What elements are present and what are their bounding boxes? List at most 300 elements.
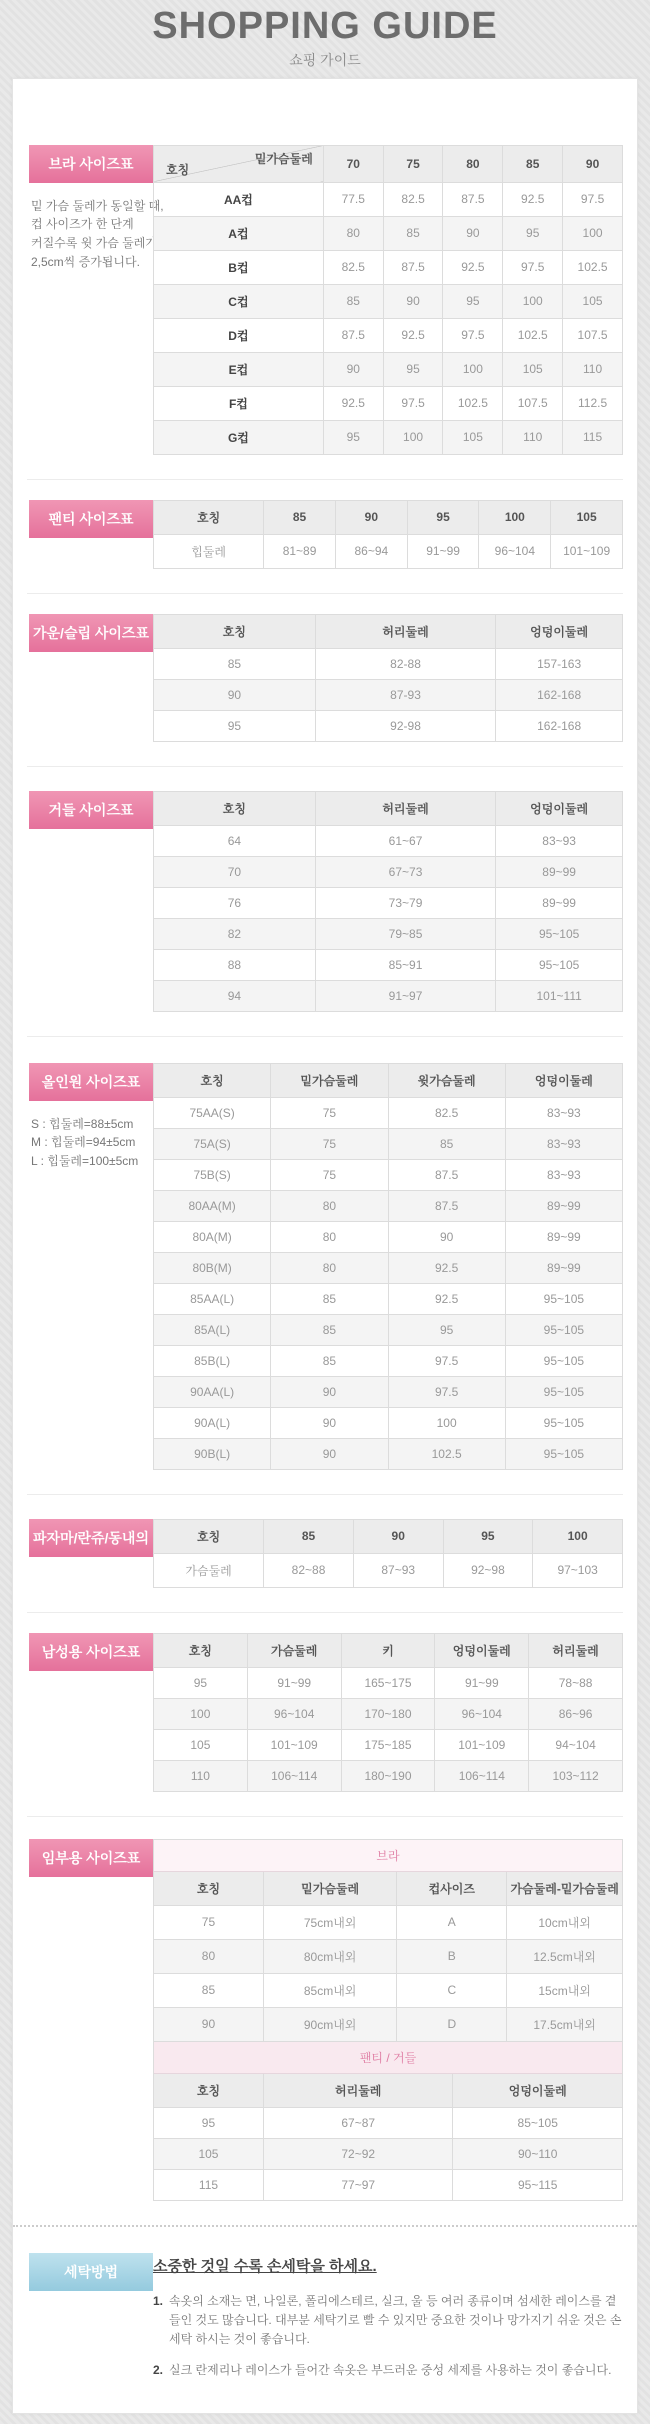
- table-cell: 102.5: [388, 1438, 505, 1469]
- table-cell: 82.5: [323, 250, 383, 284]
- table-cell: 100: [503, 284, 563, 318]
- table-cell: 101~109: [551, 534, 623, 568]
- table-cell: 89~99: [505, 1221, 622, 1252]
- table-row: [154, 318, 623, 352]
- table-row: [154, 1252, 623, 1283]
- table-cell: 75: [271, 1097, 388, 1128]
- bra-note-line: 커질수록 윗 가슴 둘레가: [31, 235, 157, 250]
- table-cell: 87.5: [383, 250, 443, 284]
- panty-size-table: [153, 500, 623, 569]
- table-row: [154, 2138, 622, 2169]
- gown-section-label: 가운/슬립 사이즈표: [29, 614, 153, 652]
- table-cell: 97.5: [563, 182, 623, 216]
- girdle-head-row: [154, 791, 623, 825]
- table-row: [154, 1128, 623, 1159]
- table-cell: 90: [388, 1221, 505, 1252]
- bra-section-label: 브라 사이즈표: [29, 145, 153, 183]
- bra-section-body: [153, 145, 623, 455]
- table-cell: 105: [563, 284, 623, 318]
- table-cell: 95: [388, 1314, 505, 1345]
- table-cell: 95~105: [496, 949, 623, 980]
- table-cell: 82-88: [315, 648, 496, 679]
- table-row: [154, 352, 623, 386]
- table-row: [154, 1438, 623, 1469]
- allinone-note-line: M : 힙둘레=94±5cm: [31, 1135, 136, 1150]
- washing-title: 소중한 것일 수록 손세탁을 하세요.: [153, 2257, 377, 2275]
- content-card: [12, 78, 638, 2414]
- gown-section-left: [29, 614, 153, 742]
- maternity-panty-head-row: [154, 2074, 622, 2108]
- gown-head-row: [154, 614, 623, 648]
- table-cell: C: [397, 1973, 507, 2007]
- table-cell: 80: [271, 1221, 388, 1252]
- column-header: 95: [443, 1519, 533, 1553]
- table-cell: B컵: [154, 250, 324, 284]
- table-cell: 95: [383, 352, 443, 386]
- table-cell: 95: [154, 1667, 248, 1698]
- men-size-table: [153, 1633, 623, 1792]
- table-row: [154, 1973, 622, 2007]
- table-cell: 90AA(L): [154, 1376, 271, 1407]
- table-cell: 90: [271, 1376, 388, 1407]
- bra-note-line: 밑 가슴 둘레가 동일할 때,: [31, 198, 164, 213]
- column-header: 허리둘레: [315, 791, 496, 825]
- table-cell: 90: [443, 216, 503, 250]
- maternity-bra-subtitle: 브라: [154, 1840, 622, 1872]
- table-row: [154, 856, 623, 887]
- table-cell: 95: [154, 2107, 263, 2138]
- table-cell: 87.5: [388, 1159, 505, 1190]
- table-row: [154, 1760, 623, 1791]
- column-header: 엉덩이둘레: [505, 1063, 622, 1097]
- table-cell: 80: [271, 1190, 388, 1221]
- table-cell: 75B(S): [154, 1159, 271, 1190]
- table-cell: 101~111: [496, 980, 623, 1011]
- table-cell: 83~93: [505, 1097, 622, 1128]
- column-header: 엉덩이둘레: [453, 2074, 622, 2108]
- table-cell: 95~105: [505, 1376, 622, 1407]
- table-row: [154, 420, 623, 454]
- maternity-section-left: [29, 1839, 153, 2201]
- table-row: [154, 1221, 623, 1252]
- allinone-head-row: [154, 1063, 623, 1097]
- table-cell: 82: [154, 918, 316, 949]
- table-cell: 90: [154, 2007, 263, 2041]
- page-title: SHOPPING GUIDE: [152, 5, 498, 47]
- panty-section-body: [153, 500, 623, 569]
- table-cell: 85: [154, 1973, 263, 2007]
- page-subtitle: 쇼핑 가이드: [289, 51, 361, 68]
- table-cell: 101~109: [247, 1729, 341, 1760]
- table-row: [154, 1314, 623, 1345]
- table-row: [154, 1729, 623, 1760]
- table-cell: 100: [563, 216, 623, 250]
- men-section-body: [153, 1633, 623, 1792]
- table-cell: 102.5: [443, 386, 503, 420]
- table-row: [154, 1905, 622, 1939]
- table-row: [154, 710, 623, 741]
- table-cell: F컵: [154, 386, 324, 420]
- table-cell: E컵: [154, 352, 324, 386]
- column-header: 90: [353, 1519, 443, 1553]
- men-section-label: 남성용 사이즈표: [29, 1633, 153, 1671]
- diagonal-header-cell: [154, 145, 324, 182]
- pajama-size-table: [153, 1519, 623, 1588]
- column-header: 90: [335, 500, 407, 534]
- table-cell: 97.5: [388, 1345, 505, 1376]
- table-row: [154, 1407, 623, 1438]
- bra-note-line: 2,5cm씩 증가됩니다.: [31, 254, 140, 269]
- table-cell: 75A(S): [154, 1128, 271, 1159]
- table-row: [154, 825, 623, 856]
- table-cell: 82.5: [388, 1097, 505, 1128]
- table-cell: 75AA(S): [154, 1097, 271, 1128]
- column-header: 호칭: [154, 1519, 264, 1553]
- washing-item: [153, 2361, 623, 2380]
- table-cell: 105: [503, 352, 563, 386]
- table-row: [154, 1159, 623, 1190]
- column-header: 80: [443, 145, 503, 182]
- table-row: [154, 1698, 623, 1729]
- column-header: 호칭: [154, 1063, 271, 1097]
- washing-section-body: [153, 2253, 623, 2393]
- column-header: 허리둘레: [529, 1633, 623, 1667]
- girdle-section-left: [29, 791, 153, 1012]
- washing-section-label: 세탁방법: [29, 2253, 153, 2291]
- table-cell: 85A(L): [154, 1314, 271, 1345]
- table-cell: 162-168: [496, 710, 623, 741]
- table-row: [154, 679, 623, 710]
- table-cell: 157-163: [496, 648, 623, 679]
- table-cell: 75: [271, 1128, 388, 1159]
- men-table-body: [154, 1667, 623, 1791]
- table-cell: 87.5: [323, 318, 383, 352]
- table-cell: 85cm내외: [263, 1973, 396, 2007]
- table-cell: 95~105: [505, 1283, 622, 1314]
- table-cell: 83~93: [505, 1159, 622, 1190]
- table-row: [154, 2169, 622, 2200]
- table-cell: 97.5: [383, 386, 443, 420]
- table-cell: 92-98: [315, 710, 496, 741]
- pajama-section-label: 파자마/란쥬/동내의: [29, 1519, 153, 1557]
- gown-table-body: [154, 648, 623, 741]
- column-header: 100: [533, 1519, 623, 1553]
- maternity-panty-table: [154, 2074, 622, 2200]
- allinone-section-body: [153, 1063, 623, 1470]
- column-header: 엉덩이둘레: [435, 1633, 529, 1667]
- column-header: 호칭: [154, 500, 264, 534]
- table-cell: 91~99: [435, 1667, 529, 1698]
- section-maternity-size: [13, 1817, 637, 2225]
- table-cell: 90: [271, 1407, 388, 1438]
- section-girdle-size: [13, 767, 637, 1036]
- table-cell: 82~88: [264, 1553, 354, 1587]
- bra-table-body: [154, 182, 623, 454]
- table-row: [154, 1283, 623, 1314]
- table-cell: 79~85: [315, 918, 496, 949]
- table-cell: 86~96: [529, 1698, 623, 1729]
- table-cell: 165~175: [341, 1667, 435, 1698]
- column-header: 밑가슴둘레: [263, 1872, 396, 1906]
- table-cell: 96~104: [479, 534, 551, 568]
- table-row: [154, 1376, 623, 1407]
- table-cell: 89~99: [505, 1190, 622, 1221]
- column-header: 105: [551, 500, 623, 534]
- table-cell: 95: [154, 710, 316, 741]
- table-cell: 87.5: [443, 182, 503, 216]
- table-cell: 95~105: [505, 1407, 622, 1438]
- table-cell: 82.5: [383, 182, 443, 216]
- column-header: 엉덩이둘레: [496, 791, 623, 825]
- table-cell: 67~87: [263, 2107, 453, 2138]
- table-cell: 95~115: [453, 2169, 622, 2200]
- section-gown-slip-size: [13, 594, 637, 766]
- table-cell: 100: [443, 352, 503, 386]
- column-header: 컵사이즈: [397, 1872, 507, 1906]
- column-header: 70: [323, 145, 383, 182]
- table-cell: G컵: [154, 420, 324, 454]
- table-row: [154, 949, 623, 980]
- allinone-section-note: [31, 1115, 153, 1171]
- table-cell: 95~105: [505, 1314, 622, 1345]
- table-cell: 85AA(L): [154, 1283, 271, 1314]
- washing-item-number: 1.: [153, 2293, 164, 2308]
- table-cell: 80cm내외: [263, 1939, 396, 1973]
- table-cell: 110: [154, 1760, 248, 1791]
- table-cell: 85: [154, 648, 316, 679]
- bra-table-head: [154, 145, 623, 182]
- table-cell: 103~112: [529, 1760, 623, 1791]
- table-cell: 90cm내외: [263, 2007, 396, 2041]
- table-cell: 89~99: [496, 856, 623, 887]
- girdle-size-table: [153, 791, 623, 1012]
- pajama-section-left: [29, 1519, 153, 1588]
- table-cell: 95~105: [505, 1345, 622, 1376]
- table-cell: 95: [443, 284, 503, 318]
- table-cell: 73~79: [315, 887, 496, 918]
- table-cell: 102.5: [563, 250, 623, 284]
- column-header: 호칭: [154, 2074, 263, 2108]
- table-cell: 106~114: [247, 1760, 341, 1791]
- table-cell: 81~89: [264, 534, 336, 568]
- table-cell: 112.5: [563, 386, 623, 420]
- table-cell: 110: [503, 420, 563, 454]
- table-cell: 115: [154, 2169, 263, 2200]
- table-cell: B: [397, 1939, 507, 1973]
- column-header: 호칭: [154, 1633, 248, 1667]
- table-row: [154, 182, 623, 216]
- table-cell: 115: [563, 420, 623, 454]
- panty-head-row: [154, 500, 623, 534]
- table-cell: 80A(M): [154, 1221, 271, 1252]
- column-header: 85: [264, 1519, 354, 1553]
- men-section-left: [29, 1633, 153, 1792]
- table-cell: 105: [154, 1729, 248, 1760]
- maternity-section-label: 임부용 사이즈표: [29, 1839, 153, 1877]
- gown-section-body: [153, 614, 623, 742]
- table-cell: 90~110: [453, 2138, 622, 2169]
- table-cell: 96~104: [247, 1698, 341, 1729]
- table-cell: 90A(L): [154, 1407, 271, 1438]
- table-cell: 85~91: [315, 949, 496, 980]
- section-men-size: [13, 1613, 637, 1816]
- table-row: [154, 284, 623, 318]
- table-cell: 80B(M): [154, 1252, 271, 1283]
- column-header: 가슴둘레: [247, 1633, 341, 1667]
- table-cell: 97~103: [533, 1553, 623, 1587]
- maternity-panty-subtitle: 팬티 / 거들: [154, 2041, 622, 2074]
- table-cell: 87.5: [388, 1190, 505, 1221]
- table-cell: 75: [271, 1159, 388, 1190]
- column-header: 가슴둘레-밑가슴둘레: [507, 1872, 622, 1906]
- table-cell: A: [397, 1905, 507, 1939]
- pajama-section-body: [153, 1519, 623, 1588]
- maternity-bra-table-body: [154, 1905, 622, 2041]
- table-cell: 80AA(M): [154, 1190, 271, 1221]
- table-cell: 힙둘레: [154, 534, 264, 568]
- washing-item: [153, 2292, 623, 2350]
- table-row: [154, 1667, 623, 1698]
- girdle-section-label: 거들 사이즈표: [29, 791, 153, 829]
- column-header: 호칭: [154, 614, 316, 648]
- allinone-size-table: [153, 1063, 623, 1470]
- section-allinone-size: [13, 1037, 637, 1494]
- table-cell: 90: [271, 1438, 388, 1469]
- table-cell: 12.5cm내외: [507, 1939, 622, 1973]
- table-cell: 89~99: [505, 1252, 622, 1283]
- table-cell: 85: [271, 1345, 388, 1376]
- table-row: [154, 216, 623, 250]
- maternity-panty-table-body: [154, 2107, 622, 2200]
- table-cell: 95: [503, 216, 563, 250]
- column-header: 엉덩이둘레: [496, 614, 623, 648]
- maternity-bra-head-row: [154, 1872, 622, 1906]
- girdle-section-body: [153, 791, 623, 1012]
- washing-item-number: 2.: [153, 2363, 164, 2378]
- table-cell: 67~73: [315, 856, 496, 887]
- table-cell: 80: [323, 216, 383, 250]
- section-panty-size: [13, 480, 637, 593]
- table-cell: 80: [154, 1939, 263, 1973]
- table-cell: 72~92: [263, 2138, 453, 2169]
- section-washing-method: [13, 2227, 637, 2413]
- table-cell: 91~99: [247, 1667, 341, 1698]
- table-cell: 97.5: [443, 318, 503, 352]
- maternity-bra-table: [154, 1872, 622, 2041]
- diagonal-label-size: 호칭: [166, 162, 190, 177]
- column-header: 허리둘레: [315, 614, 496, 648]
- washing-item-text: 실크 란제리나 레이스가 들어간 속옷은 부드러운 중성 세제를 사용하는 것이 좋습니다.: [169, 2363, 612, 2378]
- table-cell: D: [397, 2007, 507, 2041]
- table-cell: 80: [271, 1252, 388, 1283]
- column-header: 90: [563, 145, 623, 182]
- table-cell: 170~180: [341, 1698, 435, 1729]
- table-row: [154, 887, 623, 918]
- allinone-note-line: S : 힙둘레=88±5cm: [31, 1116, 134, 1131]
- table-cell: 75: [154, 1905, 263, 1939]
- table-cell: 88: [154, 949, 316, 980]
- table-row: [154, 918, 623, 949]
- table-cell: 91~99: [407, 534, 479, 568]
- table-row: [154, 386, 623, 420]
- pajama-table-body: [154, 1553, 623, 1587]
- table-cell: 92.5: [503, 182, 563, 216]
- table-row: [154, 1097, 623, 1128]
- table-cell: 77~97: [263, 2169, 453, 2200]
- table-cell: 110: [563, 352, 623, 386]
- table-cell: 105: [443, 420, 503, 454]
- maternity-table-box: [153, 1839, 623, 2201]
- table-cell: 97.5: [503, 250, 563, 284]
- table-cell: 86~94: [335, 534, 407, 568]
- table-cell: 75cm내외: [263, 1905, 396, 1939]
- table-cell: 95: [323, 420, 383, 454]
- table-cell: 85: [388, 1128, 505, 1159]
- maternity-section-body: [153, 1839, 623, 2201]
- column-header: 85: [503, 145, 563, 182]
- table-cell: 83~93: [505, 1128, 622, 1159]
- allinone-section-left: [29, 1063, 153, 1470]
- panty-section-left: [29, 500, 153, 569]
- table-row: [154, 1939, 622, 1973]
- table-row: [154, 2107, 622, 2138]
- table-cell: 가슴둘레: [154, 1553, 264, 1587]
- column-header: 85: [264, 500, 336, 534]
- column-header: 75: [383, 145, 443, 182]
- table-cell: 92~98: [443, 1553, 533, 1587]
- bra-note-line: 컵 사이즈가 한 단계: [31, 217, 134, 232]
- men-head-row: [154, 1633, 623, 1667]
- table-cell: 105: [154, 2138, 263, 2169]
- allinone-table-body: [154, 1097, 623, 1469]
- column-header: 호칭: [154, 791, 316, 825]
- column-header: 호칭: [154, 1872, 263, 1906]
- table-cell: 85~105: [453, 2107, 622, 2138]
- table-cell: 92.5: [388, 1283, 505, 1314]
- table-row: [154, 1345, 623, 1376]
- table-cell: 175~185: [341, 1729, 435, 1760]
- panty-section-label: 팬티 사이즈표: [29, 500, 153, 538]
- table-cell: 162-168: [496, 679, 623, 710]
- table-cell: 92.5: [383, 318, 443, 352]
- table-cell: 97.5: [388, 1376, 505, 1407]
- table-cell: 64: [154, 825, 316, 856]
- bra-head-row: [154, 145, 623, 182]
- table-cell: 85: [271, 1283, 388, 1314]
- page-header: [0, 0, 650, 78]
- column-header: 윗가슴둘레: [388, 1063, 505, 1097]
- table-cell: 94~104: [529, 1729, 623, 1760]
- section-bra-size: [13, 79, 637, 479]
- table-cell: 87~93: [353, 1553, 443, 1587]
- column-header: 키: [341, 1633, 435, 1667]
- pajama-head-row: [154, 1519, 623, 1553]
- table-cell: 92.5: [323, 386, 383, 420]
- table-cell: 94: [154, 980, 316, 1011]
- table-cell: A컵: [154, 216, 324, 250]
- table-cell: 100: [383, 420, 443, 454]
- table-cell: 10cm내외: [507, 1905, 622, 1939]
- table-cell: 101~109: [435, 1729, 529, 1760]
- table-cell: 70: [154, 856, 316, 887]
- table-cell: 78~88: [529, 1667, 623, 1698]
- table-row: [154, 2007, 622, 2041]
- allinone-section-label: 올인원 사이즈표: [29, 1063, 153, 1101]
- table-cell: 95~105: [505, 1438, 622, 1469]
- table-cell: 106~114: [435, 1760, 529, 1791]
- table-row: [154, 648, 623, 679]
- table-cell: 102.5: [503, 318, 563, 352]
